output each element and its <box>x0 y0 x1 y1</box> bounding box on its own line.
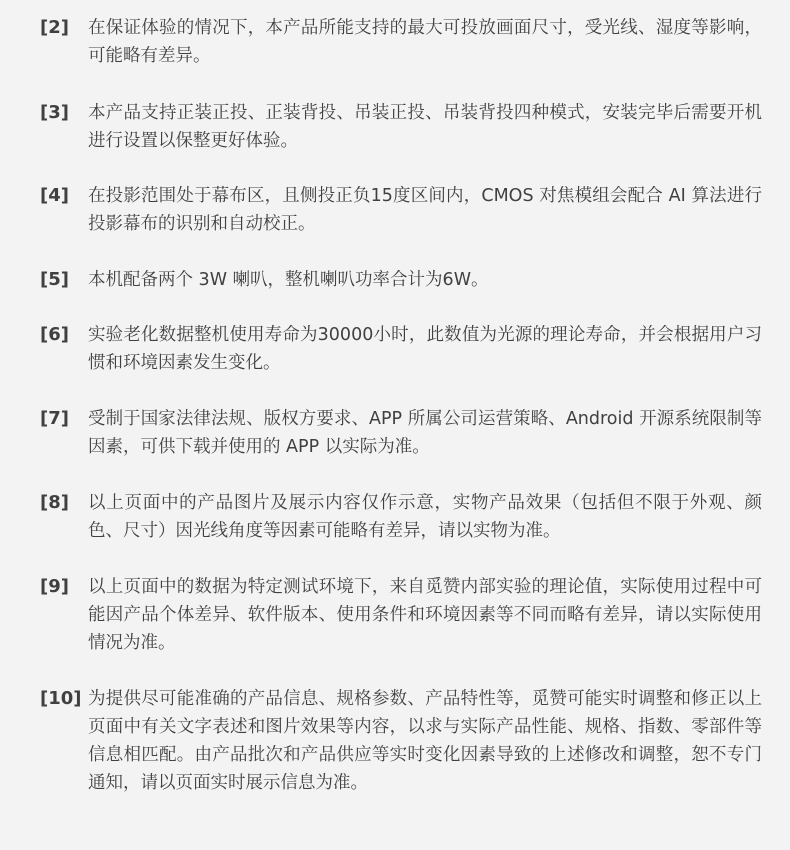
footnote-number: [3] <box>40 102 69 123</box>
footnote-number: [4] <box>40 185 69 206</box>
footnote-6 <box>40 321 762 377</box>
footnote-text: 实验老化数据整机使用寿命为30000小时，此数值为光源的理论寿命，并会根据用户习惯和环境因素发生变化。 <box>88 325 762 373</box>
footnote-2 <box>40 14 762 70</box>
footnote-number: [8] <box>40 492 69 513</box>
footnote-text: 本机配备两个 3W 喇叭，整机喇叭功率合计为6W。 <box>88 270 489 290</box>
footnote-text: 在保证体验的情况下，本产品所能支持的最大可投放画面尺寸，受光线、湿度等影响，可能略有差异。 <box>88 18 762 66</box>
footnote-number: [5] <box>40 269 69 290</box>
footnote-3 <box>40 99 762 155</box>
footnote-text: 为提供尽可能准确的产品信息、规格参数、产品特性等，觅赞可能实时调整和修正以上页面中有关文字表述和图片效果等内容，以求与实际产品性能、规格、指数、零部件等信息相匹配。由产品批次和产品供应等实时变化因素导致的上述修改和调整，恕不专门通知，请以页面实时展示信息为准。 <box>88 689 762 793</box>
footnote-text: 本产品支持正装正投、正装背投、吊装正投、吊装背投四种模式，安装完毕后需要开机进行设置以保整更好体验。 <box>88 103 762 151</box>
footnote-4 <box>40 182 762 238</box>
footnote-text: 受制于国家法律法规、版权方要求、APP 所属公司运营策略、Android 开源系统限制等因素，可供下载并使用的 APP 以实际为准。 <box>88 409 762 457</box>
footnote-10 <box>40 685 762 797</box>
footnote-7 <box>40 405 762 461</box>
footnote-text: 以上页面中的数据为特定测试环境下，来自觅赞内部实验的理论值，实际使用过程中可能因产品个体差异、软件版本、使用条件和环境因素等不同而略有差异，请以实际使用情况为准。 <box>88 577 762 653</box>
footnote-number: [6] <box>40 324 69 345</box>
footnote-number: [10] <box>40 688 82 709</box>
footnote-number: [7] <box>40 408 69 429</box>
footnote-text: 以上页面中的产品图片及展示内容仅作示意，实物产品效果（包括但不限于外观、颜色、尺寸）因光线角度等因素可能略有差异，请以实物为准。 <box>88 493 762 541</box>
footnote-9 <box>40 573 762 657</box>
footnote-5 <box>40 266 762 294</box>
footnote-number: [9] <box>40 576 69 597</box>
footnote-text: 在投影范围处于幕布区，且侧投正负15度区间内，CMOS 对焦模组会配合 AI 算法进行投影幕布的识别和自动校正。 <box>88 186 762 234</box>
footnote-8 <box>40 489 762 545</box>
footnote-number: [2] <box>40 17 69 38</box>
